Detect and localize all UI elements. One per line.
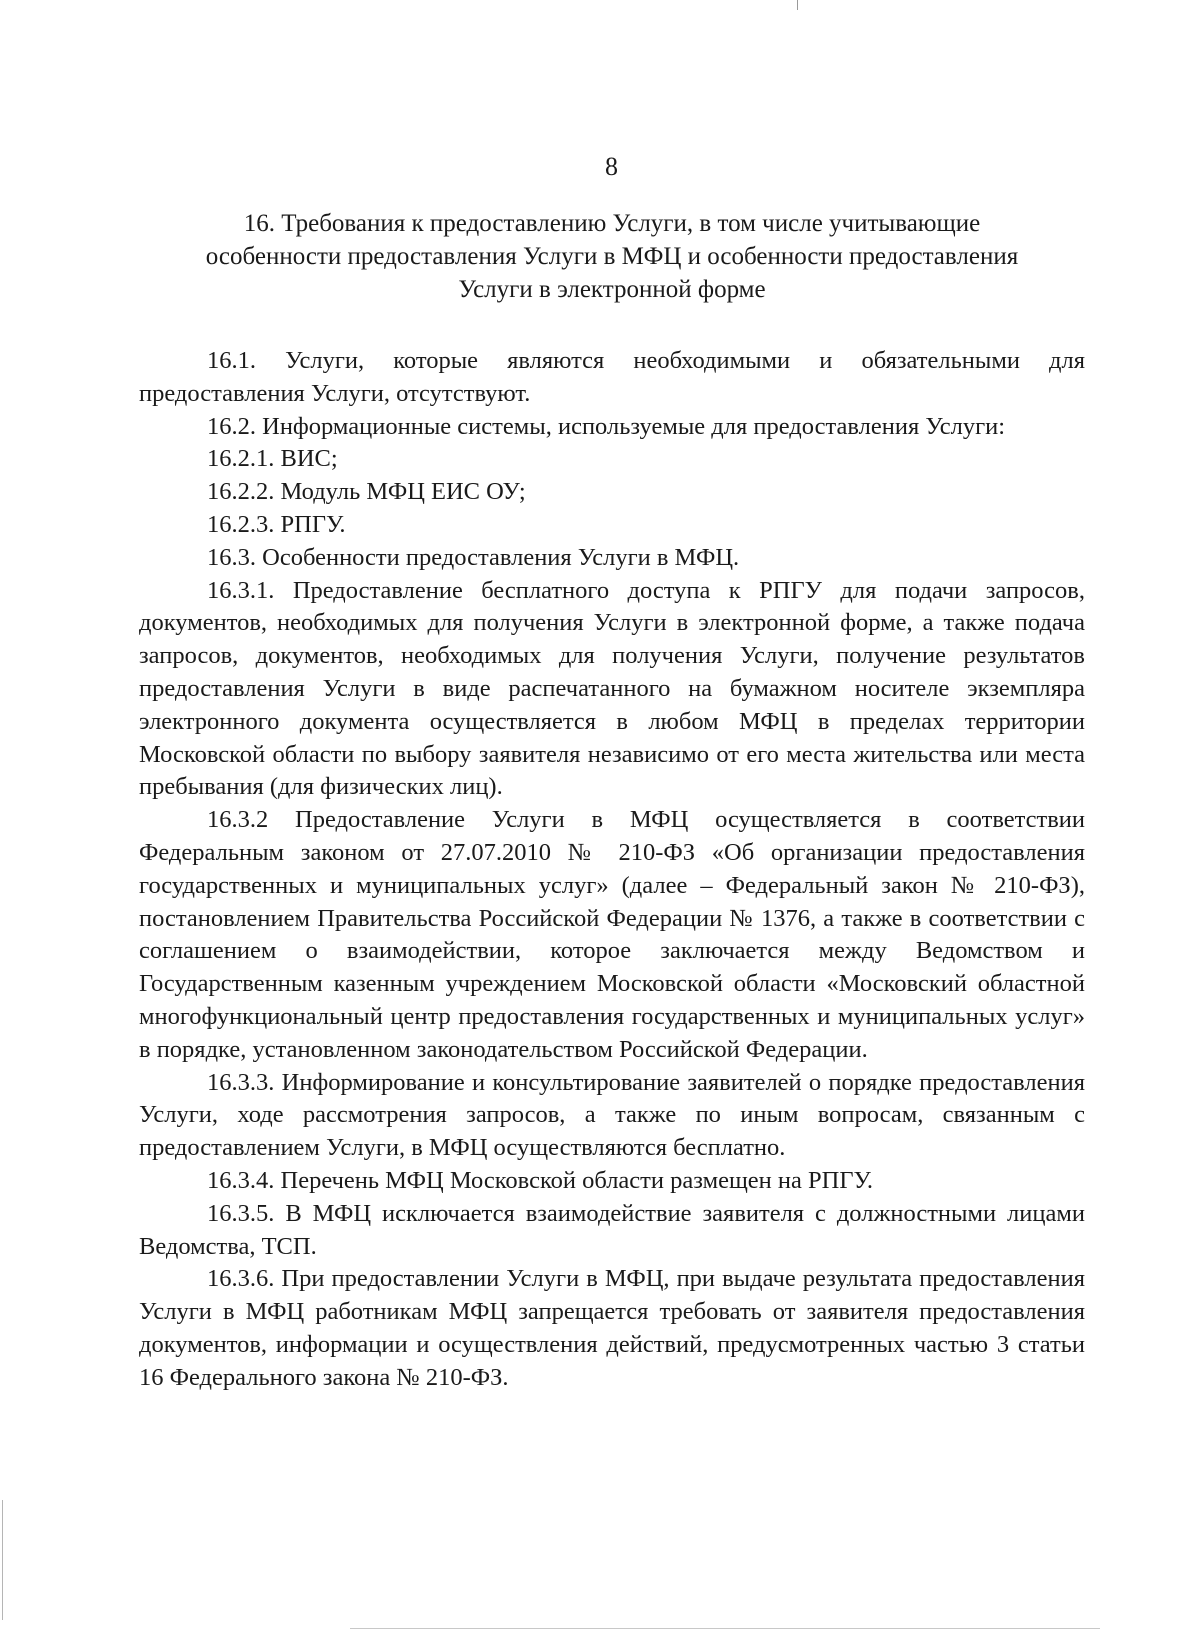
section-heading-line-3: Услуги в электронной форме <box>458 276 766 303</box>
document-body <box>139 345 1085 1395</box>
scan-artifact-left-edge <box>2 1500 3 1620</box>
paragraph-16-2-2: 16.2.2. Модуль МФЦ ЕИС ОУ; <box>207 478 526 506</box>
paragraph-16-3: 16.3. Особенности предоставления Услуги в МФЦ. <box>207 543 740 571</box>
paragraph-16-2-3: 16.2.3. РПГУ. <box>207 510 346 538</box>
page-number: 8 <box>605 152 618 181</box>
section-heading <box>140 207 1084 306</box>
scan-artifact-top <box>797 0 798 10</box>
paragraph-16-3-3: 16.3.3. Информирование и консультирование заявителей о порядке предоставления Услуги, ходе рассмотрения запросов, а также по иным вопросам, связанным с предоставлением Услуги, в МФЦ осуществляются бесплатно. <box>139 1068 1085 1162</box>
paragraph-16-3-6: 16.3.6. При предоставлении Услуги в МФЦ, при выдаче результата предоставления Услуги в МФЦ работникам МФЦ запрещается требовать от заявителя предоставления документов, информации и осуществления действий, предусмотренных частью 3 статьи 16 Федерального закона № 210-ФЗ. <box>139 1265 1085 1391</box>
paragraph-16-1: 16.1. Услуги, которые являются необходимыми и обязательными для предоставления Услуги, отсутствуют. <box>139 347 1085 407</box>
paragraph-16-3-5: 16.3.5. В МФЦ исключается взаимодействие заявителя с должностными лицами Ведомства, ТСП. <box>139 1199 1085 1260</box>
paragraph-16-3-2: 16.3.2 Предоставление Услуги в МФЦ осуществляется в соответствии Федеральным законом от 27.07.2010 № 210-ФЗ «Об организации предоставления государственных и муниципальных услуг» (далее – Федеральный закон № 210-ФЗ), постановлением Правительства Российской Федерации № 1376, а также в соответствии с соглашением о взаимодействии, которое заключается между Ведомством и Государственным казенным учреждением Московской области «Московский областной многофункциональный центр предоставления государственных и муниципальных услуг» в порядке, установленном законодательством Российской Федерации. <box>139 806 1085 1063</box>
section-heading-line-2: особенности предоставления Услуги в МФЦ и особенности предоставления <box>205 243 1019 270</box>
paragraph-16-2: 16.2. Информационные системы, используемые для предоставления Услуги: <box>207 412 1006 440</box>
paragraph-16-2-1: 16.2.1. ВИС; <box>207 445 338 473</box>
scan-artifact-bottom-edge <box>350 1628 1100 1629</box>
section-heading-line-1: 16. Требования к предоставлению Услуги, в том числе учитывающие <box>243 210 981 237</box>
paragraph-16-3-4: 16.3.4. Перечень МФЦ Московской области размещен на РПГУ. <box>207 1166 873 1194</box>
paragraph-16-3-1: 16.3.1. Предоставление бесплатного доступа к РПГУ для подачи запросов, документов, необходимых для получения Услуги в электронной форме, а также подача запросов, документов, необходимых для получения Услуги, получение результатов предоставления Услуги в виде распечатанного на бумажном носителе экземпляра электронного документа осуществляется в любом МФЦ в пределах территории Московской области по выбору заявителя независимо от его места жительства или места пребывания (для физических лиц). <box>139 576 1085 801</box>
